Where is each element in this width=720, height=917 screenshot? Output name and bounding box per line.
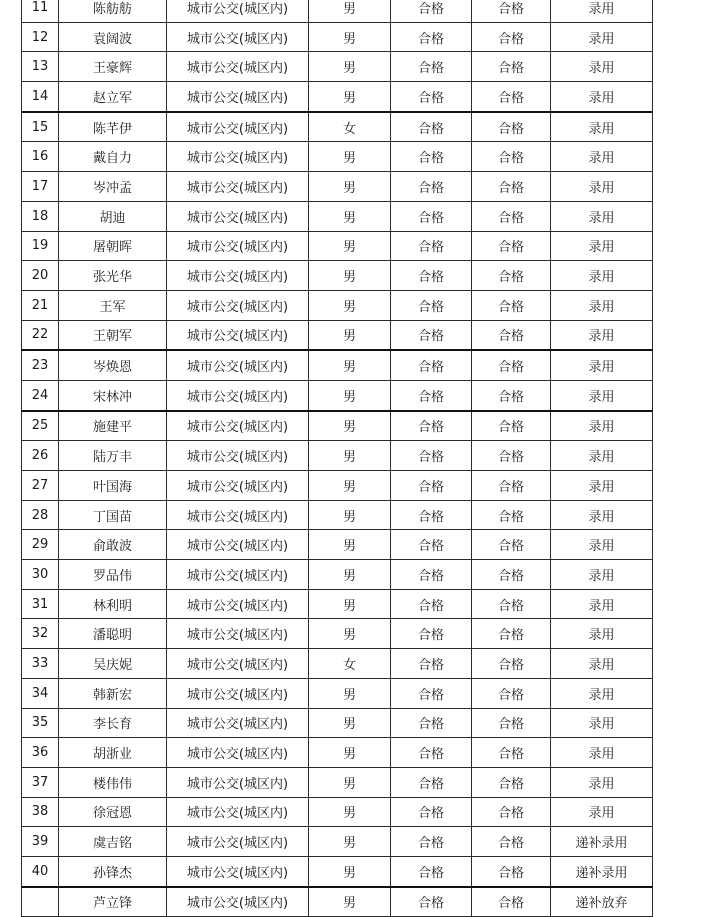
- hiring-status-cell: 录用: [551, 52, 653, 82]
- gender-cell: 男: [309, 411, 391, 441]
- check-result-cell: 合格: [472, 827, 551, 857]
- check-result-cell: 合格: [472, 589, 551, 619]
- exam-result-cell: 合格: [391, 738, 472, 768]
- check-result-cell: 合格: [472, 112, 551, 142]
- exam-result-cell: 合格: [391, 856, 472, 886]
- hiring-status-cell: 录用: [551, 560, 653, 590]
- table-row: [22, 767, 653, 797]
- check-result-cell: 合格: [472, 767, 551, 797]
- check-result-cell: 合格: [472, 678, 551, 708]
- exam-result-cell: 合格: [391, 290, 472, 320]
- route-cell: 城市公交(城区内): [167, 22, 309, 52]
- name-cell: 陈舫舫: [59, 0, 167, 22]
- row-number-cell: 18: [22, 201, 59, 231]
- check-result-cell: 合格: [472, 201, 551, 231]
- exam-result-cell: 合格: [391, 649, 472, 679]
- check-result-cell: 合格: [472, 738, 551, 768]
- name-cell: 袁阔波: [59, 22, 167, 52]
- check-result-cell: 合格: [472, 530, 551, 560]
- row-number-cell: 34: [22, 678, 59, 708]
- route-cell: 城市公交(城区内): [167, 530, 309, 560]
- row-number-cell: 15: [22, 112, 59, 142]
- name-cell: 施建平: [59, 411, 167, 441]
- gender-cell: 男: [309, 201, 391, 231]
- name-cell: 李长育: [59, 708, 167, 738]
- table-row: [22, 619, 653, 649]
- hiring-status-cell: 录用: [551, 380, 653, 410]
- table-row: [22, 560, 653, 590]
- check-result-cell: 合格: [472, 52, 551, 82]
- check-result-cell: 合格: [472, 380, 551, 410]
- hiring-status-cell: 录用: [551, 797, 653, 827]
- check-result-cell: 合格: [472, 350, 551, 380]
- gender-cell: 男: [309, 172, 391, 202]
- route-cell: 城市公交(城区内): [167, 856, 309, 886]
- gender-cell: 男: [309, 827, 391, 857]
- row-number-cell: 26: [22, 441, 59, 471]
- table-row: [22, 320, 653, 350]
- row-number-cell: 19: [22, 231, 59, 261]
- gender-cell: 男: [309, 290, 391, 320]
- table-row: [22, 827, 653, 857]
- check-result-cell: 合格: [472, 560, 551, 590]
- exam-result-cell: 合格: [391, 0, 472, 22]
- table-row: [22, 350, 653, 380]
- check-result-cell: 合格: [472, 231, 551, 261]
- gender-cell: 男: [309, 500, 391, 530]
- exam-result-cell: 合格: [391, 767, 472, 797]
- table-row: [22, 441, 653, 471]
- route-cell: 城市公交(城区内): [167, 142, 309, 172]
- gender-cell: 男: [309, 856, 391, 886]
- name-cell: 张光华: [59, 261, 167, 291]
- route-cell: 城市公交(城区内): [167, 708, 309, 738]
- table-row: [22, 471, 653, 501]
- route-cell: 城市公交(城区内): [167, 411, 309, 441]
- gender-cell: 男: [309, 678, 391, 708]
- exam-result-cell: 合格: [391, 112, 472, 142]
- name-cell: 芦立锋: [59, 887, 167, 917]
- check-result-cell: 合格: [472, 887, 551, 917]
- route-cell: 城市公交(城区内): [167, 441, 309, 471]
- table-row: [22, 738, 653, 768]
- exam-result-cell: 合格: [391, 52, 472, 82]
- table-row: [22, 142, 653, 172]
- route-cell: 城市公交(城区内): [167, 678, 309, 708]
- name-cell: 虞吉铭: [59, 827, 167, 857]
- row-number-cell: 40: [22, 856, 59, 886]
- route-cell: 城市公交(城区内): [167, 767, 309, 797]
- row-number-cell: 39: [22, 827, 59, 857]
- row-number-cell: 28: [22, 500, 59, 530]
- hiring-status-cell: 录用: [551, 767, 653, 797]
- route-cell: 城市公交(城区内): [167, 261, 309, 291]
- hiring-status-cell: 录用: [551, 142, 653, 172]
- table-row: [22, 82, 653, 112]
- row-number-cell: 31: [22, 589, 59, 619]
- check-result-cell: 合格: [472, 261, 551, 291]
- hiring-results-table-container: [21, 0, 653, 917]
- row-number-cell: 12: [22, 22, 59, 52]
- table-row: [22, 231, 653, 261]
- hiring-status-cell: 录用: [551, 589, 653, 619]
- route-cell: 城市公交(城区内): [167, 619, 309, 649]
- gender-cell: 男: [309, 320, 391, 350]
- exam-result-cell: 合格: [391, 201, 472, 231]
- name-cell: 楼伟伟: [59, 767, 167, 797]
- route-cell: 城市公交(城区内): [167, 887, 309, 917]
- name-cell: 王朝军: [59, 320, 167, 350]
- check-result-cell: 合格: [472, 619, 551, 649]
- exam-result-cell: 合格: [391, 589, 472, 619]
- name-cell: 潘聪明: [59, 619, 167, 649]
- row-number-cell: 30: [22, 560, 59, 590]
- gender-cell: 男: [309, 441, 391, 471]
- route-cell: 城市公交(城区内): [167, 0, 309, 22]
- row-number-cell: 33: [22, 649, 59, 679]
- route-cell: 城市公交(城区内): [167, 380, 309, 410]
- check-result-cell: 合格: [472, 471, 551, 501]
- exam-result-cell: 合格: [391, 441, 472, 471]
- exam-result-cell: 合格: [391, 22, 472, 52]
- gender-cell: 男: [309, 52, 391, 82]
- exam-result-cell: 合格: [391, 887, 472, 917]
- name-cell: 戴自力: [59, 142, 167, 172]
- exam-result-cell: 合格: [391, 261, 472, 291]
- exam-result-cell: 合格: [391, 619, 472, 649]
- row-number-cell: 27: [22, 471, 59, 501]
- route-cell: 城市公交(城区内): [167, 320, 309, 350]
- name-cell: 徐冠恩: [59, 797, 167, 827]
- check-result-cell: 合格: [472, 172, 551, 202]
- route-cell: 城市公交(城区内): [167, 201, 309, 231]
- table-row: [22, 380, 653, 410]
- name-cell: 吴庆妮: [59, 649, 167, 679]
- hiring-status-cell: 录用: [551, 201, 653, 231]
- row-number-cell: 20: [22, 261, 59, 291]
- exam-result-cell: 合格: [391, 530, 472, 560]
- hiring-status-cell: 录用: [551, 708, 653, 738]
- table-row: [22, 887, 653, 917]
- check-result-cell: 合格: [472, 708, 551, 738]
- route-cell: 城市公交(城区内): [167, 82, 309, 112]
- route-cell: 城市公交(城区内): [167, 589, 309, 619]
- gender-cell: 男: [309, 471, 391, 501]
- table-row: [22, 530, 653, 560]
- exam-result-cell: 合格: [391, 560, 472, 590]
- check-result-cell: 合格: [472, 856, 551, 886]
- name-cell: 叶国海: [59, 471, 167, 501]
- hiring-status-cell: 递补放弃: [551, 887, 653, 917]
- gender-cell: 男: [309, 142, 391, 172]
- gender-cell: 女: [309, 649, 391, 679]
- hiring-status-cell: 录用: [551, 500, 653, 530]
- name-cell: 岑焕恩: [59, 350, 167, 380]
- route-cell: 城市公交(城区内): [167, 797, 309, 827]
- check-result-cell: 合格: [472, 0, 551, 22]
- exam-result-cell: 合格: [391, 471, 472, 501]
- name-cell: 俞敢波: [59, 530, 167, 560]
- row-number-cell: 24: [22, 380, 59, 410]
- hiring-status-cell: 录用: [551, 350, 653, 380]
- hiring-status-cell: 录用: [551, 441, 653, 471]
- check-result-cell: 合格: [472, 649, 551, 679]
- hiring-status-cell: 录用: [551, 0, 653, 22]
- route-cell: 城市公交(城区内): [167, 231, 309, 261]
- gender-cell: 男: [309, 82, 391, 112]
- route-cell: 城市公交(城区内): [167, 112, 309, 142]
- check-result-cell: 合格: [472, 320, 551, 350]
- route-cell: 城市公交(城区内): [167, 290, 309, 320]
- route-cell: 城市公交(城区内): [167, 560, 309, 590]
- check-result-cell: 合格: [472, 22, 551, 52]
- table-row: [22, 0, 653, 22]
- row-number-cell: 16: [22, 142, 59, 172]
- row-number-cell: 37: [22, 767, 59, 797]
- name-cell: 陆万丰: [59, 441, 167, 471]
- check-result-cell: 合格: [472, 82, 551, 112]
- hiring-status-cell: 递补录用: [551, 827, 653, 857]
- exam-result-cell: 合格: [391, 82, 472, 112]
- row-number-cell: 25: [22, 411, 59, 441]
- gender-cell: 男: [309, 350, 391, 380]
- gender-cell: 男: [309, 560, 391, 590]
- exam-result-cell: 合格: [391, 320, 472, 350]
- name-cell: 胡浙业: [59, 738, 167, 768]
- hiring-results-table: [21, 0, 653, 917]
- check-result-cell: 合格: [472, 500, 551, 530]
- table-row: [22, 52, 653, 82]
- check-result-cell: 合格: [472, 290, 551, 320]
- hiring-status-cell: 录用: [551, 649, 653, 679]
- name-cell: 王军: [59, 290, 167, 320]
- exam-result-cell: 合格: [391, 380, 472, 410]
- name-cell: 屠朝晖: [59, 231, 167, 261]
- row-number-cell: 11: [22, 0, 59, 22]
- table-row: [22, 411, 653, 441]
- route-cell: 城市公交(城区内): [167, 500, 309, 530]
- row-number-cell: 21: [22, 290, 59, 320]
- row-number-cell: 17: [22, 172, 59, 202]
- route-cell: 城市公交(城区内): [167, 649, 309, 679]
- route-cell: 城市公交(城区内): [167, 827, 309, 857]
- hiring-status-cell: 录用: [551, 320, 653, 350]
- check-result-cell: 合格: [472, 797, 551, 827]
- hiring-status-cell: 录用: [551, 231, 653, 261]
- hiring-status-cell: 录用: [551, 411, 653, 441]
- route-cell: 城市公交(城区内): [167, 52, 309, 82]
- exam-result-cell: 合格: [391, 827, 472, 857]
- hiring-status-cell: 录用: [551, 678, 653, 708]
- row-number-cell: 35: [22, 708, 59, 738]
- name-cell: 陈芊伊: [59, 112, 167, 142]
- check-result-cell: 合格: [472, 411, 551, 441]
- table-row: [22, 589, 653, 619]
- name-cell: 赵立军: [59, 82, 167, 112]
- table-row: [22, 797, 653, 827]
- table-row: [22, 649, 653, 679]
- gender-cell: 男: [309, 231, 391, 261]
- hiring-status-cell: 录用: [551, 112, 653, 142]
- exam-result-cell: 合格: [391, 797, 472, 827]
- table-row: [22, 500, 653, 530]
- exam-result-cell: 合格: [391, 350, 472, 380]
- gender-cell: 男: [309, 767, 391, 797]
- row-number-cell: 23: [22, 350, 59, 380]
- table-row: [22, 201, 653, 231]
- exam-result-cell: 合格: [391, 142, 472, 172]
- name-cell: 罗品伟: [59, 560, 167, 590]
- gender-cell: 男: [309, 708, 391, 738]
- route-cell: 城市公交(城区内): [167, 350, 309, 380]
- row-number-cell: 38: [22, 797, 59, 827]
- name-cell: 宋林冲: [59, 380, 167, 410]
- table-row: [22, 261, 653, 291]
- row-number-cell: 29: [22, 530, 59, 560]
- table-row: [22, 708, 653, 738]
- table-row: [22, 856, 653, 886]
- exam-result-cell: 合格: [391, 411, 472, 441]
- row-number-cell: 32: [22, 619, 59, 649]
- hiring-status-cell: 录用: [551, 471, 653, 501]
- exam-result-cell: 合格: [391, 708, 472, 738]
- row-number-cell: 22: [22, 320, 59, 350]
- hiring-status-cell: 录用: [551, 261, 653, 291]
- table-row: [22, 172, 653, 202]
- table-body: [22, 0, 653, 917]
- hiring-status-cell: 录用: [551, 530, 653, 560]
- gender-cell: 男: [309, 589, 391, 619]
- hiring-status-cell: 录用: [551, 290, 653, 320]
- hiring-status-cell: 录用: [551, 172, 653, 202]
- exam-result-cell: 合格: [391, 172, 472, 202]
- check-result-cell: 合格: [472, 441, 551, 471]
- row-number-cell: 14: [22, 82, 59, 112]
- hiring-status-cell: 录用: [551, 82, 653, 112]
- gender-cell: 男: [309, 0, 391, 22]
- gender-cell: 男: [309, 797, 391, 827]
- gender-cell: 男: [309, 887, 391, 917]
- hiring-status-cell: 录用: [551, 619, 653, 649]
- gender-cell: 男: [309, 22, 391, 52]
- gender-cell: 男: [309, 261, 391, 291]
- table-row: [22, 22, 653, 52]
- hiring-status-cell: 递补录用: [551, 856, 653, 886]
- name-cell: 胡迪: [59, 201, 167, 231]
- exam-result-cell: 合格: [391, 500, 472, 530]
- name-cell: 岑冲孟: [59, 172, 167, 202]
- table-row: [22, 290, 653, 320]
- gender-cell: 男: [309, 380, 391, 410]
- exam-result-cell: 合格: [391, 231, 472, 261]
- name-cell: 孙锋杰: [59, 856, 167, 886]
- gender-cell: 女: [309, 112, 391, 142]
- hiring-status-cell: 录用: [551, 22, 653, 52]
- hiring-status-cell: 录用: [551, 738, 653, 768]
- table-row: [22, 678, 653, 708]
- gender-cell: 男: [309, 738, 391, 768]
- route-cell: 城市公交(城区内): [167, 738, 309, 768]
- row-number-cell: 13: [22, 52, 59, 82]
- route-cell: 城市公交(城区内): [167, 471, 309, 501]
- name-cell: 林利明: [59, 589, 167, 619]
- name-cell: 丁国苗: [59, 500, 167, 530]
- name-cell: 韩新宏: [59, 678, 167, 708]
- row-number-cell: [22, 887, 59, 917]
- check-result-cell: 合格: [472, 142, 551, 172]
- gender-cell: 男: [309, 530, 391, 560]
- gender-cell: 男: [309, 619, 391, 649]
- name-cell: 王豪辉: [59, 52, 167, 82]
- route-cell: 城市公交(城区内): [167, 172, 309, 202]
- row-number-cell: 36: [22, 738, 59, 768]
- exam-result-cell: 合格: [391, 678, 472, 708]
- table-row: [22, 112, 653, 142]
